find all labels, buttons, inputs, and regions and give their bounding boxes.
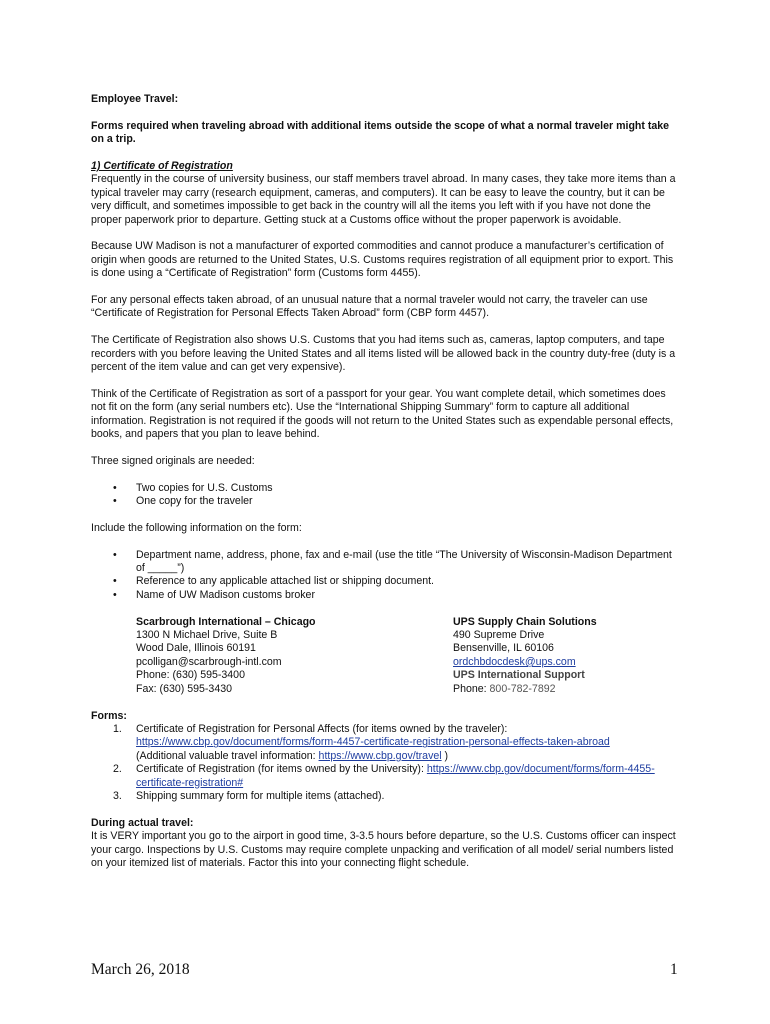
broker-scarbrough — [136, 616, 453, 696]
section-title-certificate: 1) Certificate of Registration — [91, 160, 233, 172]
item-number: 1. — [113, 722, 122, 735]
travel-paragraph: It is VERY important you go to the airport in good time, 3-3.5 hours before departure, so the U.S. Customs officer can inspect your cargo. Inspections by U.S. Customs may require complete unpacking and verification of all model/ serial numbers listed on your itemized list of materials. Factor this into your connecting flight schedule. — [91, 830, 676, 869]
paragraph-uw-madison: Because UW Madison is not a manufacturer of exported commodities and cannot produce a manufacturer’s certification of origin when goods are returned to the United States, U.S. Customs requires registration of all equipment prior to export. This is done using a “Certificate of Registration” form (Customs form 4455). — [91, 240, 674, 280]
document-subheading: Forms required when traveling abroad with additional items outside the scope of what a normal traveler might take on a trip. — [91, 119, 670, 146]
form-4457-link[interactable]: https://www.cbp.gov/document/forms/form-4457-certificate-registration-personal-effects-taken-abroad — [136, 736, 610, 749]
include-intro: Include the following information on the form: — [91, 521, 302, 534]
phone-label: Phone: — [453, 682, 490, 695]
paragraph-customs: The Certificate of Registration also shows U.S. Customs that you had items such as, cameras, laptop computers, and tape recorders with you before leaving the United States and all items listed will be allowed back in the country duty-free (duty is a percent of the item value and can get very expensive). — [91, 334, 676, 374]
broker-fax: Fax: (630) 595-3430 — [136, 682, 232, 695]
list-item — [91, 763, 683, 790]
footer-page-number: 1 — [670, 961, 678, 978]
list-item — [91, 723, 683, 763]
broker-support: UPS International Support — [453, 669, 585, 682]
forms-title: Forms: — [91, 709, 127, 722]
travel-title: During actual travel: — [91, 816, 194, 829]
broker-phone: Phone: (630) 595-3400 — [136, 669, 245, 682]
list-item — [91, 790, 683, 803]
item-number: 3. — [113, 789, 122, 802]
document-heading: Employee Travel: — [91, 93, 179, 105]
form-4455-link[interactable]: https://www.cbp.gov/document/forms/form-4455-certificate-registration# — [136, 763, 655, 789]
form-description: Certificate of Registration for Personal Affects (for items owned by the traveler): — [136, 722, 508, 735]
travel-info-link[interactable]: https://www.cbp.gov/travel — [318, 749, 442, 762]
broker-contacts — [91, 616, 683, 696]
extra-info-suffix: ) — [441, 749, 449, 762]
footer-date: March 26, 2018 — [91, 961, 190, 978]
list-item: • Two copies for U.S. Customs — [91, 482, 683, 495]
extra-info-prefix: (Additional valuable travel information: — [136, 749, 319, 762]
list-item: • Department name, address, phone, fax and e-mail (use the title “The University of Wisconsin-Madison Department of _____”) — [91, 549, 683, 576]
broker-ups — [453, 616, 683, 696]
originals-list — [91, 482, 683, 509]
paragraph-intro: Frequently in the course of university business, our staff members travel abroad. In many cases, they take more items than a typical traveler may carry (research equipment, cameras, and computers). It can be easy to leave the country, but it can be very difficult, and sometimes impossible to get back in the country will all the items you left with if you have not done the proper paperwork prior to departure. Getting stuck at a Customs office without the proper paperwork is avoidable. — [91, 173, 676, 226]
include-list — [91, 549, 683, 603]
phone-number: 800-782-7892 — [489, 682, 556, 695]
form-description: Certificate of Registration (for items owned by the University): — [136, 763, 427, 776]
forms-list — [91, 723, 683, 803]
broker-address-line: Bensenville, IL 60106 — [453, 642, 554, 655]
item-number: 2. — [113, 763, 122, 776]
broker-phone — [453, 683, 683, 696]
broker-address-line: Wood Dale, Illinois 60191 — [136, 642, 256, 655]
broker-name: UPS Supply Chain Solutions — [453, 615, 597, 628]
broker-email-link[interactable]: ordchbdocdesk@ups.com — [453, 655, 576, 668]
list-item: • One copy for the traveler — [91, 495, 683, 508]
paragraph-personal-effects: For any personal effects taken abroad, of an unusual nature that a normal traveler would not carry, the traveler can use “Certificate of Registration for Personal Effects Taken Abroad” form (CBP form 4457). — [91, 294, 648, 320]
paragraph-originals: Three signed originals are needed: — [91, 454, 255, 467]
document-body — [91, 93, 683, 870]
form-description: Shipping summary form for multiple items (attached). — [136, 789, 385, 802]
broker-address-line: 490 Supreme Drive — [453, 629, 545, 642]
broker-email: pcolligan@scarbrough-intl.com — [136, 655, 282, 668]
broker-name: Scarbrough International – Chicago — [136, 615, 316, 628]
list-item: • Reference to any applicable attached list or shipping document. — [91, 575, 683, 588]
paragraph-passport: Think of the Certificate of Registration as sort of a passport for your gear. You want complete detail, which sometimes does not fit on the form (any serial numbers etc). Use the “International Shipping Summary” form to capture all additional information. Registration is not required if the goods will not return to the United States such as expendable personal effects, books, and papers that you plan to leave behind. — [91, 387, 674, 441]
broker-address-line: 1300 N Michael Drive, Suite B — [136, 629, 278, 642]
list-item: • Name of UW Madison customs broker — [91, 589, 683, 602]
